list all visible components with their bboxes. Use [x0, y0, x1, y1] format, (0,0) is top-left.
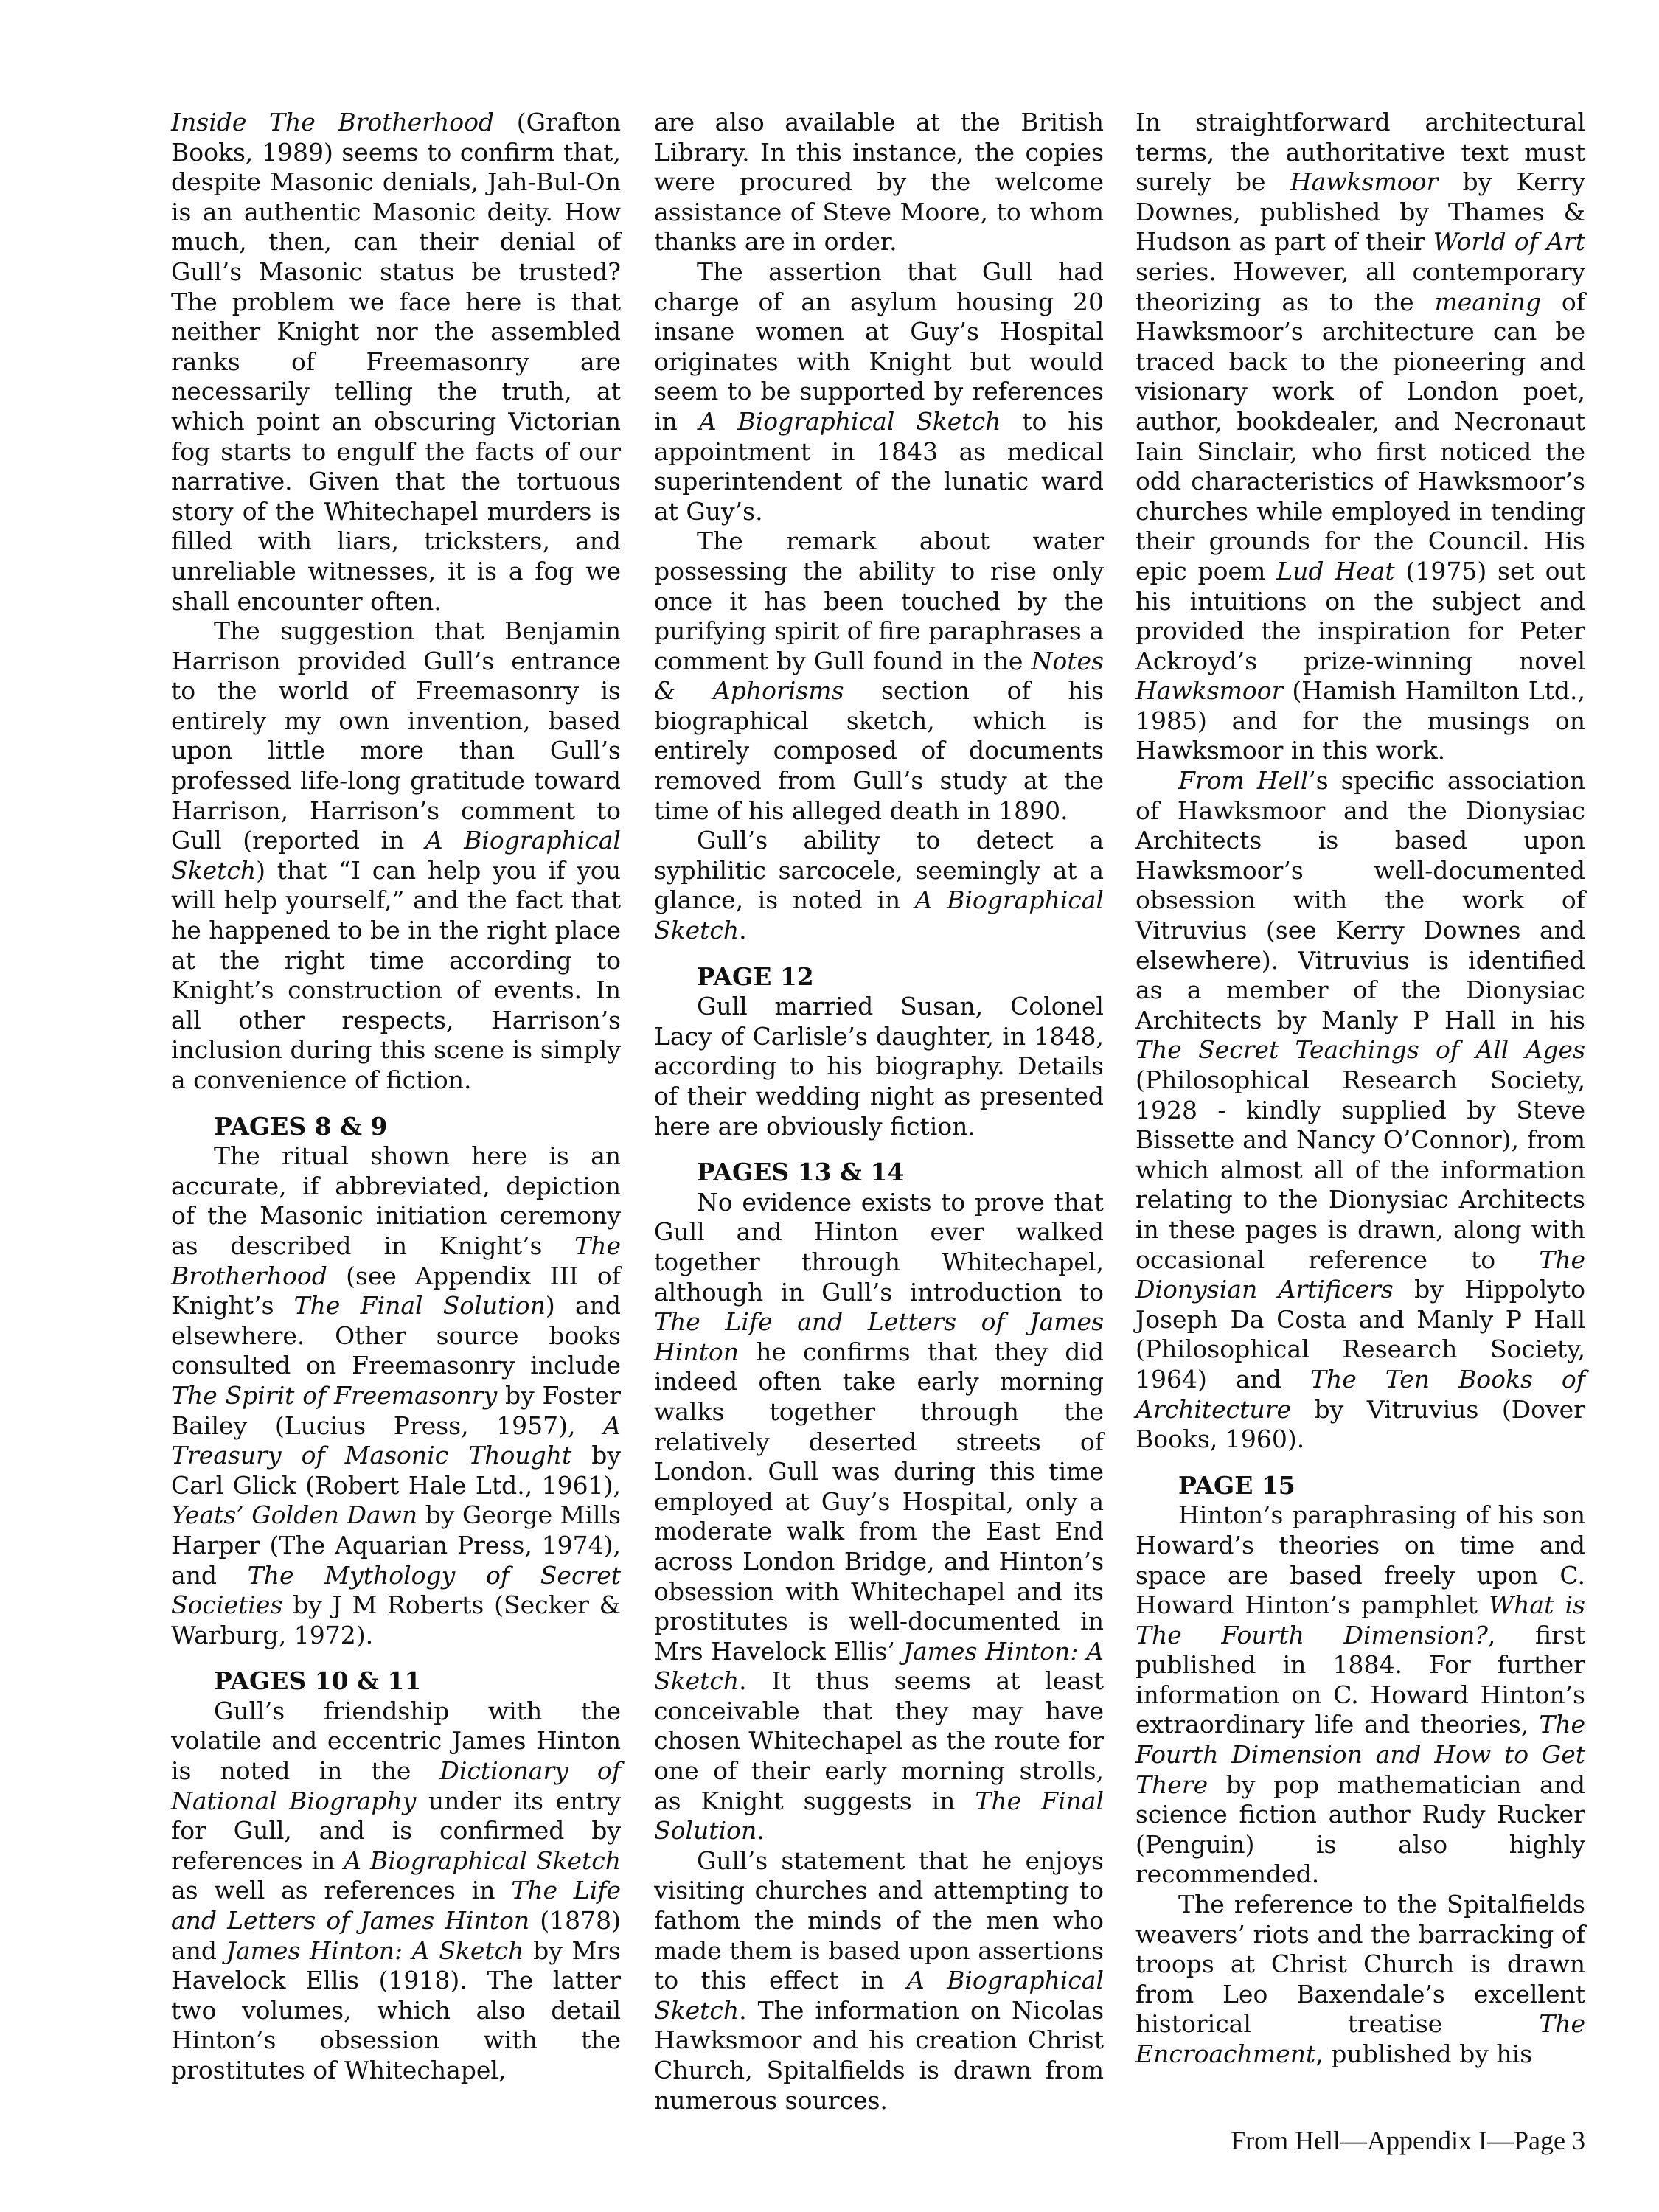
paragraph	[1135, 1500, 1585, 1890]
paragraph	[654, 108, 1104, 257]
text-run: .	[739, 916, 747, 945]
text-run: section of his biographical sketch, which is entirely composed of documents removed from Gull’s study at the time of his alleged death in 1890.	[654, 676, 1104, 825]
italic-title: meaning	[1434, 287, 1542, 316]
text-run: . It thus seems at least conceivable that they may have chosen Whitechapel as the route for one of their early morning strolls, as Knight suggests in	[654, 1666, 1104, 1815]
italic-title: The Mythology of Secret Societies	[171, 1560, 621, 1620]
italic-title: A Biographical Sketch	[171, 826, 621, 885]
italic-title: James Hinton: A Sketch	[226, 1935, 524, 1965]
paragraph	[1135, 108, 1585, 766]
page-footer: From Hell—Appendix I—Page 3	[1231, 2126, 1585, 2155]
text-run: (Hamish Hamilton Ltd., 1985) and for the musings on Hawksmoor in this work.	[1135, 676, 1585, 765]
italic-title: The Final Solution	[293, 1291, 546, 1321]
italic-title: Hawksmoor	[1290, 167, 1439, 197]
text-run: Hinton’s paraphrasing of his son Howard’s theories on time and space are based freely upon C. Howard Hinton’s pamphlet	[1135, 1500, 1585, 1620]
text-run: by Vitruvius (Dover Books, 1960).	[1135, 1394, 1585, 1454]
text-column-3	[1135, 108, 1585, 2070]
section-heading: PAGES 13 & 14	[697, 1158, 905, 1187]
italic-title: The Life and Letters of James Hinton	[654, 1307, 1104, 1366]
text-run: The reference to the Spitalfields weavers’ riots and the barracking of troops at Christ Church is drawn from Leo Baxendale’s excellent historical treatise	[1135, 1890, 1585, 2039]
text-run: by Foster Bailey (Lucius Press, 1957),	[171, 1380, 621, 1440]
italic-title: The Brotherhood	[171, 1231, 621, 1290]
text-run: (see Appendix III of Knight’s	[171, 1261, 621, 1321]
text-run: Gull’s friendship with the volatile and eccentric James Hinton is noted in the	[171, 1696, 621, 1786]
italic-title: A Biographical Sketch	[654, 886, 1104, 945]
italic-title: The Secret Teachings of All Ages	[1135, 1035, 1585, 1065]
text-run: by Carl Glick (Robert Hale Ltd., 1961),	[171, 1441, 621, 1500]
italic-title: Dictionary of National Biography	[171, 1756, 621, 1815]
paragraph	[654, 257, 1104, 526]
paragraph	[1135, 1890, 1585, 2070]
italic-title: Lud Heat	[1276, 556, 1395, 585]
text-run: , first published in 1884. For further information on C. Howard Hinton’s extraordinary life and theories,	[1135, 1620, 1585, 1739]
paragraph	[654, 1846, 1104, 2115]
italic-title: The Fourth Dimension and How to Get There	[1135, 1710, 1585, 1799]
italic-title: The Spirit of Freemasonry	[171, 1380, 498, 1410]
italic-title: World of Art	[1433, 227, 1585, 257]
paragraph	[171, 1697, 621, 2086]
italic-title: Inside The Brotherhood	[171, 108, 495, 136]
italic-title: What is The Fourth Dimension?	[1135, 1590, 1585, 1649]
italic-title: The Dionysian Artificers	[1135, 1245, 1585, 1304]
text-run: No evidence exists to prove that Gull and Hinton ever walked together through Whitechapel, although in Gull’s introduction to	[654, 1187, 1104, 1307]
paragraph	[171, 108, 621, 616]
text-run: (1975) set out his intuitions on the subject and provided the inspiration for Peter Ackroyd’s prize-winning novel	[1135, 556, 1586, 675]
text-run: . The information on Nicolas Hawksmoor and his creation Christ Church, Spitalfields is drawn from numerous sources.	[654, 1995, 1104, 2115]
text-run: (1878) and	[171, 1906, 621, 1965]
text-run: by J M Roberts (Secker & Warburg, 1972).	[171, 1590, 621, 1649]
italic-title: The Final Solution	[654, 1786, 1105, 1846]
text-run: are also available at the British Library. In this instance, the copies were procured by the welcome assistance of Steve Moore, to whom thanks are in order.	[654, 108, 1104, 257]
section-heading: PAGES 8 & 9	[214, 1111, 388, 1141]
text-run: by pop mathematician and science fiction author Rudy Rucker (Penguin) is also highly recommended.	[1135, 1770, 1585, 1889]
text-run: (Grafton Books, 1989) seems to confirm that, despite Masonic denials, Jah-Bul-On is an authentic Masonic deity. How much, then, can their denial of Gull’s Masonic status be trusted? The problem we face here is that neither Knight nor the assembled ranks of Freemasonry are necessarily telling the truth, at which point an obscuring Victorian fog starts to engulf the facts of our narrative. Given that the tortuous story of the Whitechapel murders is filled with liars, tricksters, and unreliable witnesses, it is a fog we shall encounter often.	[171, 108, 621, 616]
paragraph	[654, 826, 1104, 945]
paragraph	[171, 1141, 621, 1650]
text-run: (Philosophical Research Society, 1928 - kindly supplied by Steve Bissette and Nancy O’Connor), from which almost all of the information relating to the Dionysiac Architects in these pages is drawn, along with occasional reference to	[1135, 1065, 1585, 1274]
text-run: Gull’s statement that he enjoys visiting churches and attempting to fathom the minds of the men who made them is based upon assertions to this effect in	[654, 1846, 1104, 1995]
text-run: ) and elsewhere. Other source books consulted on Freemasonry include	[171, 1291, 621, 1380]
paragraph	[1135, 766, 1585, 1455]
text-run: ’s specific association of Hawksmoor and the Dionysiac Architects is based upon Hawksmoor’s well-documented obsession with the work of Vitruvius (see Kerry Downes and elsewhere). Vitruvius is identified as a member of the Dionysiac Architects by Manly P Hall in his	[1135, 766, 1585, 1034]
text-run: to his appointment in 1843 as medical superintendent of the lunatic ward at Guy’s.	[654, 406, 1104, 526]
section-heading: PAGES 10 & 11	[214, 1666, 422, 1696]
paragraph	[171, 616, 621, 1096]
text-run: The remark about water possessing the ability to rise only once it has been touched by the purifying spirit of fire paraphrases a comment by Gull found in the	[654, 526, 1104, 675]
text-run: under its entry for Gull, and is confirmed by references in	[171, 1786, 621, 1875]
paragraph	[654, 1188, 1104, 1846]
text-run: The assertion that Gull had charge of an asylum housing 20 insane women at Guy’s Hospital originates with Knight but would seem to be supported by references in	[654, 257, 1104, 436]
text-run: of Hawksmoor’s architecture can be traced back to the pioneering and visionary work of London poet, author, bookdealer, and Necronaut Iain Sinclair, who first noticed the odd characteristics of Hawksmoor’s churches while employed in tending their grounds for the Council. His epic poem	[1135, 287, 1585, 585]
paragraph	[654, 526, 1104, 826]
text-run: he confirms that they did indeed often take early morning walks together through the relatively deserted streets of London. Gull was during this time employed at Guy’s Hospital, only a moderate walk from the East End across London Bridge, and Hinton’s obsession with Whitechapel and its prostitutes is well-documented in Mrs Havelock Ellis’	[654, 1337, 1104, 1666]
text-run: Gull’s ability to detect a syphilitic sarcocele, seemingly at a glance, is noted in	[654, 826, 1104, 915]
italic-title: Hawksmoor	[1135, 676, 1284, 706]
italic-title: A Biographical Sketch	[344, 1846, 621, 1875]
text-run: .	[757, 1816, 765, 1846]
text-run: Gull married Susan, Colonel Lacy of Carlisle’s daughter, in 1848, according to his biography. Details of their wedding night as presented here are obviously fiction.	[654, 992, 1104, 1141]
italic-title: A Treasury of Masonic Thought	[171, 1411, 621, 1470]
italic-title: From Hell	[1178, 766, 1309, 796]
italic-title: Notes & Aphorisms	[654, 646, 1104, 706]
text-run: by Kerry Downes, published by Thames & Hudson as part of their	[1135, 167, 1585, 257]
italic-title: The Ten Books of Architecture	[1135, 1364, 1585, 1424]
paragraph	[654, 992, 1104, 1141]
italic-title: James Hinton: A Sketch	[654, 1636, 1104, 1696]
text-run: ) that “I can help you if you will help yourself,” and the fact that he happened to be in the right place at the right time according to Knight’s construction of events. In all other respects, Harrison’s inclusion during this scene is simply a convenience of fiction.	[171, 855, 621, 1094]
text-run: by George Mills Harper (The Aquarian Press, 1974), and	[171, 1500, 621, 1590]
italic-title: A Biographical Sketch	[654, 1966, 1104, 2025]
italic-title: The Life and Letters of James Hinton	[171, 1876, 621, 1935]
text-run: In straightforward architectural terms, the authoritative text must surely be	[1135, 108, 1585, 197]
italic-title: The Encroachment	[1135, 2009, 1585, 2068]
text-run: The suggestion that Benjamin Harrison provided Gull’s entrance to the world of Freemasonry is entirely my own invention, based upon little more than Gull’s professed life-long gratitude toward Harrison, Harrison’s comment to Gull (reported in	[171, 616, 621, 855]
text-run: , published by his	[1315, 2039, 1533, 2068]
text-run: by Hippolyto Joseph Da Costa and Manly P Hall (Philosophical Research Society, 1964) and	[1135, 1275, 1585, 1394]
text-run: series. However, all contemporary theorizing as to the	[1135, 257, 1585, 316]
section-heading: PAGE 12	[697, 961, 814, 991]
section-heading: PAGE 15	[1178, 1470, 1295, 1500]
text-run: The ritual shown here is an accurate, if abbreviated, depiction of the Masonic initiation ceremony as described in Knight’s	[171, 1141, 621, 1260]
italic-title: A Biographical Sketch	[698, 406, 1001, 436]
text-column-1	[171, 108, 621, 2086]
text-column-2	[654, 108, 1104, 2115]
text-run: by Mrs Havelock Ellis (1918). The latter two volumes, which also detail Hinton’s obsession with the prostitutes of Whitechapel,	[171, 1935, 621, 2084]
italic-title: Yeats’ Golden Dawn	[171, 1500, 418, 1530]
text-run: as well as references in	[171, 1876, 512, 1905]
